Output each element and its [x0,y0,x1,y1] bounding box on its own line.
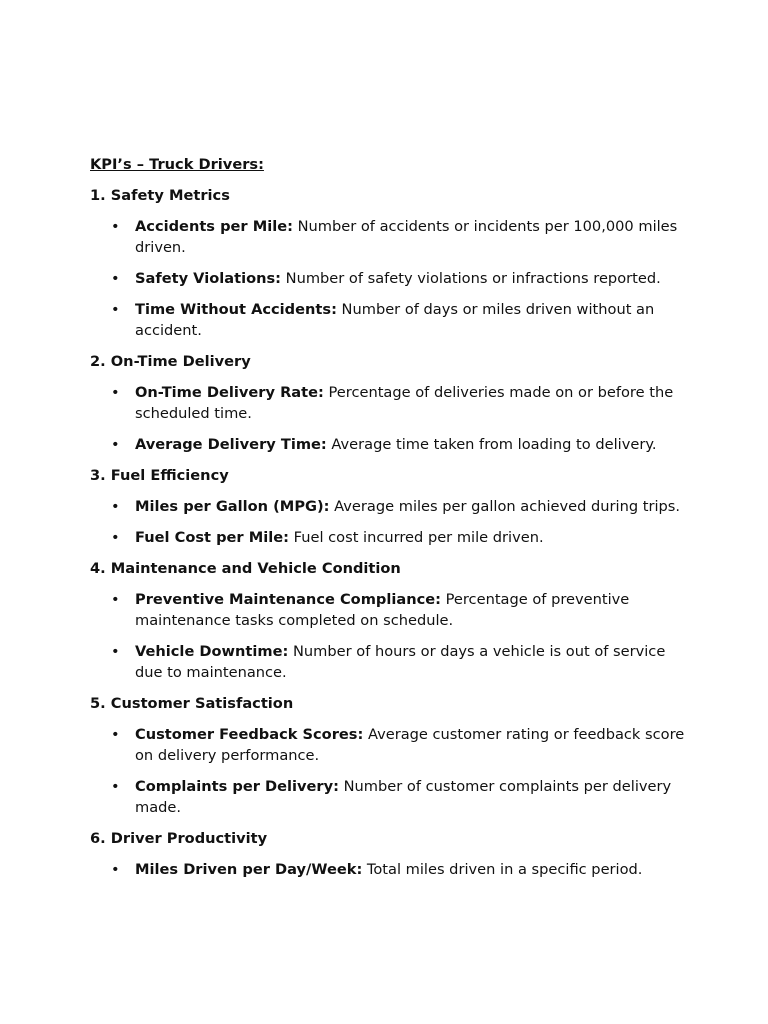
section-heading: 6. Driver Productivity [90,830,268,847]
kpi-list-item [90,641,690,683]
bullet-icon: • [111,643,120,660]
kpi-term: Vehicle Downtime: [135,643,289,660]
kpi-description: Fuel cost incurred per mile driven. [288,529,544,546]
document-body [90,154,690,890]
kpi-list [90,724,690,818]
kpi-list-item [90,268,690,289]
bullet-icon: • [111,778,120,795]
bullet-icon: • [111,301,120,318]
kpi-term: Preventive Maintenance Compliance: [135,591,441,608]
kpi-term: Customer Feedback Scores: [135,726,364,743]
kpi-list [90,382,690,455]
section-heading: 2. On-Time Delivery [90,353,251,370]
kpi-term: Safety Violations: [135,270,282,287]
kpi-term: Average Delivery Time: [135,436,327,453]
kpi-description: Total miles driven in a specific period. [362,861,643,878]
kpi-list-item [90,299,690,341]
kpi-description: Number of customer complaints per delivery made. [135,778,672,816]
kpi-description: Average customer rating or feedback score on delivery performance. [135,726,685,764]
kpi-list-item [90,216,690,258]
kpi-list [90,216,690,341]
kpi-list-item [90,776,690,818]
kpi-term: Accidents per Mile: [135,218,293,235]
section-heading: 3. Fuel Efficiency [90,467,229,484]
kpi-sections [90,185,690,880]
kpi-term: Complaints per Delivery: [135,778,339,795]
kpi-description: Average time taken from loading to delivery. [326,436,657,453]
kpi-list-item [90,589,690,631]
bullet-icon: • [111,384,120,401]
kpi-list-item [90,859,690,880]
bullet-icon: • [111,436,120,453]
bullet-icon: • [111,591,120,608]
kpi-description: Number of days or miles driven without an accident. [135,301,655,339]
section-heading: 4. Maintenance and Vehicle Condition [90,560,401,577]
section-heading: 1. Safety Metrics [90,187,230,204]
kpi-description: Number of accidents or incidents per 100,000 miles driven. [135,218,678,256]
kpi-term: Fuel Cost per Mile: [135,529,289,546]
kpi-description: Average miles per gallon achieved during trips. [329,498,681,515]
kpi-list-item [90,527,690,548]
kpi-list-item [90,724,690,766]
kpi-term: Miles per Gallon (MPG): [135,498,330,515]
kpi-list-item [90,434,690,455]
section-heading: 5. Customer Satisfaction [90,695,294,712]
bullet-icon: • [111,498,120,515]
kpi-list-item [90,382,690,424]
kpi-list [90,496,690,548]
kpi-term: On-Time Delivery Rate: [135,384,324,401]
bullet-icon: • [111,861,120,878]
bullet-icon: • [111,529,120,546]
kpi-description: Percentage of deliveries made on or before the scheduled time. [135,384,674,422]
bullet-icon: • [111,218,120,235]
kpi-description: Percentage of preventive maintenance tasks completed on schedule. [135,591,630,629]
document-title: KPI’s – Truck Drivers: [90,156,264,173]
kpi-description: Number of safety violations or infractions reported. [281,270,661,287]
kpi-list [90,589,690,683]
bullet-icon: • [111,726,120,743]
kpi-description: Number of hours or days a vehicle is out of service due to maintenance. [135,643,666,681]
kpi-list-item [90,496,690,517]
kpi-term: Time Without Accidents: [135,301,337,318]
bullet-icon: • [111,270,120,287]
kpi-term: Miles Driven per Day/Week: [135,861,363,878]
kpi-list [90,859,690,880]
